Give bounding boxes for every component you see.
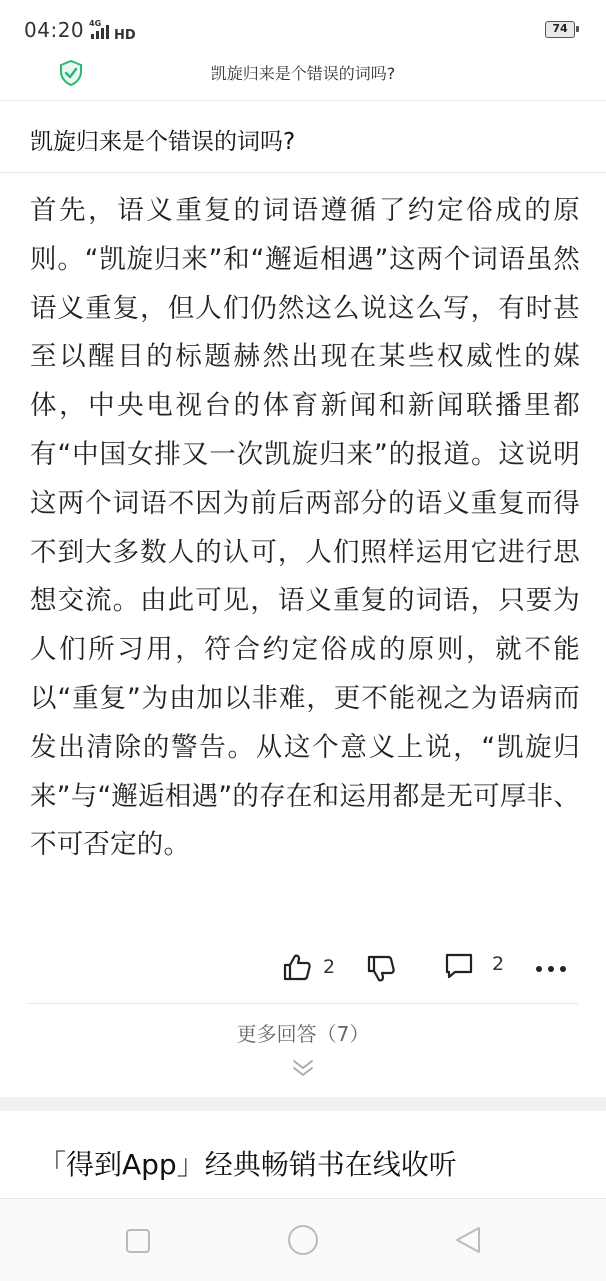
answer-text: 首先，语义重复的词语遵循了约定俗成的原则。“凯旋归来”和“邂逅相遇”这两个词语虽然语义重复，但人们仍然这么说这么写，有时甚至以醒目的标题赫然出现在某些权威性的媒体，中央电视台的体育新闻和新闻联播里都有“中国女排又一次凯旋归来”的报道。这说明这两个词语不因为前后两部分的语义重复而得不到大多数人的认可，人们照样运用它进行思想交流。由此可见，语义重复的词语，只要为人们所习用，符合约定俗成的原则，就不能以“重复”为由加以非难，更不能视之为语病而发出清除的警告。从这个意义上说，“凯旋归来”与“邂逅相遇”的存在和运用都是无可厚非、不可否定的。 <box>30 195 580 861</box>
status-bar <box>0 0 606 60</box>
promo-banner[interactable]: 「得到App」经典畅销书在线收听 <box>38 1148 457 1181</box>
comment-button[interactable] <box>444 951 474 981</box>
chevron-down-icon[interactable] <box>291 1058 315 1078</box>
back-icon <box>454 1226 482 1254</box>
recent-apps-button[interactable] <box>125 1228 151 1258</box>
home-icon <box>287 1224 319 1256</box>
network-label: 4G <box>89 19 102 28</box>
answer-actions <box>0 940 606 996</box>
hd-label: HD <box>114 28 136 43</box>
home-button[interactable] <box>287 1224 319 1260</box>
like-button[interactable] <box>282 952 312 982</box>
question-title[interactable]: 凯旋归来是个错误的词吗? <box>30 129 296 155</box>
thumbs-up-icon <box>282 952 312 982</box>
battery-icon: 74 <box>545 21 575 38</box>
more-icon <box>535 965 569 973</box>
divider <box>28 1003 578 1004</box>
navigation-bar <box>0 1198 606 1281</box>
more-answers-link[interactable]: 更多回答（7） <box>236 1022 370 1046</box>
page-title: 凯旋归来是个错误的词吗? <box>210 64 396 83</box>
section-separator <box>0 1097 606 1111</box>
comment-count: 2 <box>492 953 505 975</box>
comment-icon <box>444 951 474 981</box>
more-options-button[interactable] <box>535 965 569 973</box>
divider <box>0 172 606 173</box>
back-button[interactable] <box>454 1226 482 1258</box>
dislike-button[interactable] <box>366 954 396 984</box>
status-time: 04:20 <box>24 18 85 42</box>
browser-title-bar[interactable] <box>0 52 606 101</box>
recent-apps-icon <box>125 1228 151 1254</box>
signal-icon <box>87 17 137 43</box>
like-count: 2 <box>323 956 336 978</box>
thumbs-down-icon <box>366 954 396 984</box>
